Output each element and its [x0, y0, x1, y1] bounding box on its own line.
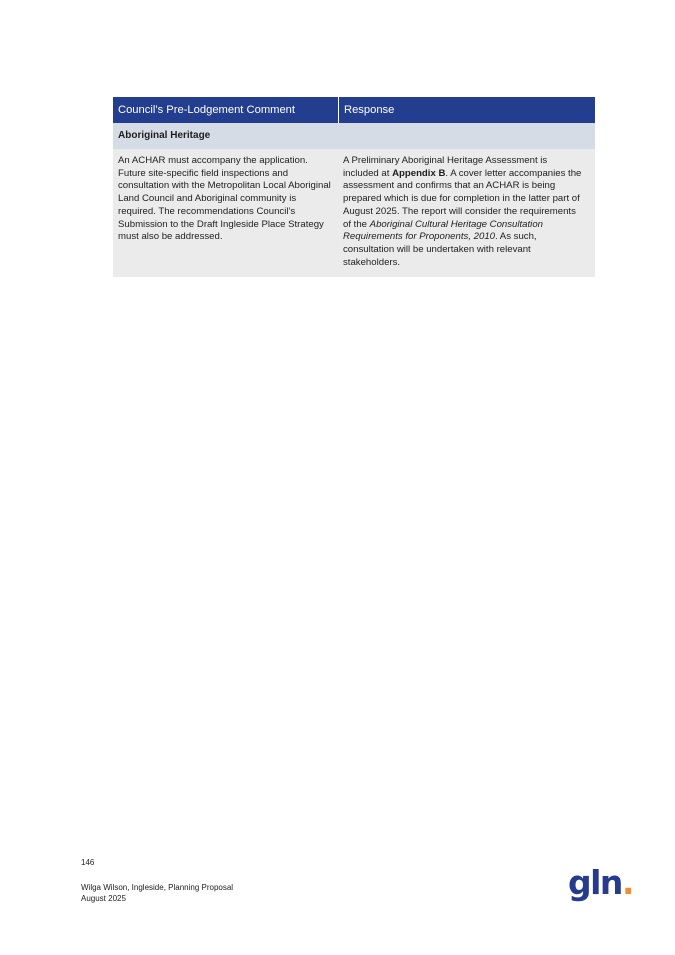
column-header-comment: Council’s Pre-Lodgement Comment [118, 104, 296, 116]
gln-logo [568, 863, 633, 903]
section-heading-aboriginal-heritage: Aboriginal Heritage [113, 123, 595, 149]
column-header-response: Response [338, 97, 595, 123]
response-cell [338, 155, 595, 269]
response-text-part-1: A Preliminary Aboriginal Heritage Assessment is included at [343, 155, 548, 179]
appendix-reference: Appendix B [392, 167, 446, 179]
council-comment-cell: An ACHAR must accompany the application. Future site-specific field inspections and consultation with the Metropolitan Local Aboriginal Land Council and Aboriginal community is required. The recommendations Council’s Submission to the Draft Ingleside Place Strategy must also be addressed. [118, 155, 331, 243]
logo-text: gln [568, 863, 622, 902]
logo-dot: . [621, 863, 633, 902]
footer-date: August 2025 [81, 894, 126, 903]
response-text-part-3: . As such, consultation will be undertaken with relevant stakeholders. [343, 231, 537, 268]
page-number: 146 [81, 858, 95, 867]
footer-document-title: Wilga Wilson, Ingleside, Planning Proposal [81, 883, 234, 892]
guideline-citation: Aboriginal Cultural Heritage Consultation Requirements for Proponents, 2010 [343, 218, 543, 243]
table-row [113, 149, 595, 277]
table-header-row [113, 97, 595, 123]
response-text-part-2: . A cover letter accompanies the assessment and confirms that an ACHAR is being prepared which is due for completion in the latter part of August 2025. The report will consider the requirements of the [343, 167, 582, 230]
comments-response-table [113, 97, 595, 277]
